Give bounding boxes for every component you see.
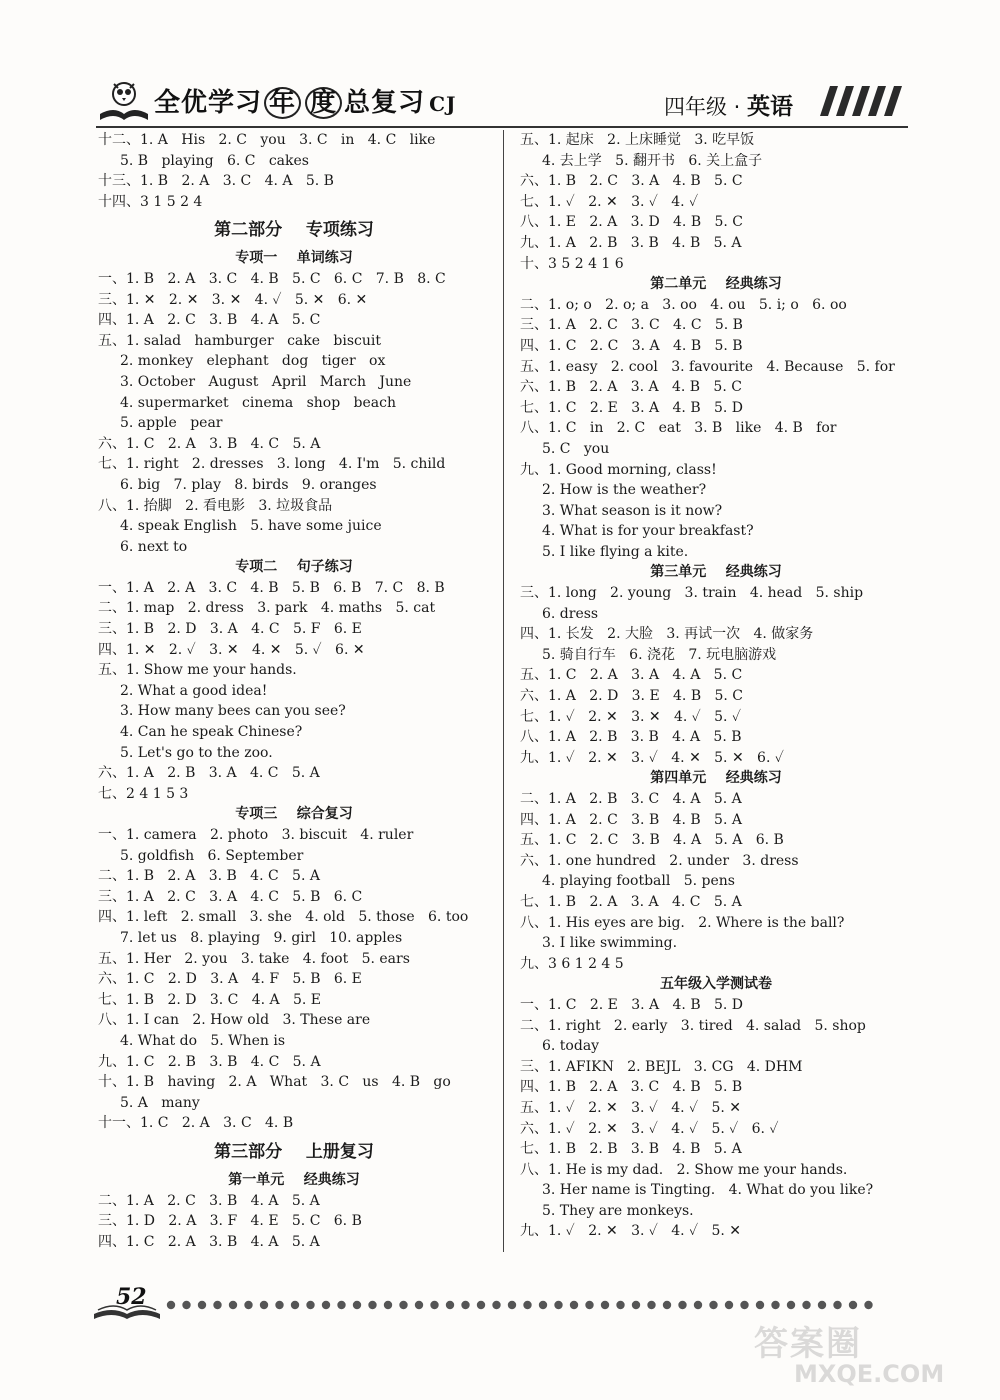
answers-column-right [520, 130, 912, 1242]
answer-line: 十、1. B having 2. A What 3. C us 4. B go [98, 1074, 451, 1091]
answers-column-left [98, 130, 490, 1252]
answer-line: 五、1. ✓ 2. ✕ 3. ✓ 4. ✓ 5. ✕ [520, 1099, 741, 1116]
answer-line: 九、3 6 1 2 4 5 [520, 955, 624, 972]
answer-line: 4. 去上学 5. 翻开书 6. 关上盒子 [542, 152, 763, 169]
column-divider [503, 130, 504, 1252]
answer-line: 二、1. right 2. early 3. tired 4. salad 5. shop [520, 1017, 866, 1034]
answer-line: 四、1. B 2. A 3. C 4. B 5. B [520, 1079, 743, 1096]
section-heading: 专项三 综合复习 [235, 806, 353, 823]
answer-line: 七、1. ✓ 2. ✕ 3. ✕ 4. ✓ 5. ✓ [520, 708, 741, 725]
watermark-text: 答案圈 [754, 1324, 862, 1364]
answer-line: 九、1. Good morning, class! [520, 461, 717, 478]
answer-line: 六、1. A 2. D 3. E 4. B 5. C [520, 688, 743, 705]
answer-line: 八、1. A 2. B 3. B 4. A 5. B [520, 729, 742, 746]
answer-line: 一、1. C 2. E 3. A 4. B 5. D [520, 996, 743, 1013]
book-owl-logo-icon [96, 74, 152, 124]
answer-line: 5. C you [542, 440, 610, 457]
answer-line: 4. What is for your breakfast? [542, 523, 754, 540]
answer-line: 十二、1. A His 2. C you 3. C in 4. C like [98, 132, 436, 148]
answer-line: 三、1. A 2. C 3. C 4. C 5. B [520, 317, 743, 334]
answer-line: 五、1. salad hamburger cake biscuit [98, 332, 381, 349]
section-heading: 第三单元 经典练习 [650, 564, 782, 581]
answer-line: 七、1. right 2. dresses 3. long 4. I'm 5. child [98, 456, 446, 473]
answer-line: 十四、3 1 5 2 4 [98, 193, 203, 210]
answer-line: 六、1. B 2. C 3. A 4. B 5. C [520, 173, 743, 190]
answer-line: 5. goldfish 6. September [120, 847, 304, 864]
section-heading: 第一单元 经典练习 [228, 1171, 360, 1188]
answer-line: 四、1. A 2. C 3. B 4. B 5. A [520, 811, 742, 828]
answer-line: 八、1. I can 2. How old 3. These are [98, 1012, 371, 1029]
header-stripes-decoration [820, 86, 908, 116]
answer-line: 5. B playing 6. C cakes [120, 152, 309, 169]
page-number: 52 [116, 1284, 147, 1310]
answer-line: 七、1. B 2. D 3. C 4. A 5. E [98, 991, 321, 1008]
answer-line: 八、1. E 2. A 3. D 4. B 5. C [520, 214, 743, 231]
section-heading: 第三部分 上册复习 [214, 1141, 374, 1162]
answer-line: 三、1. D 2. A 3. F 4. E 5. C 6. B [98, 1213, 362, 1230]
title-part-1: 全优学习 [154, 88, 263, 118]
answer-line: 5. apple pear [120, 415, 223, 432]
answer-line: 2. How is the weather? [542, 482, 707, 499]
section-heading: 第二单元 经典练习 [650, 276, 782, 293]
title-edition: CJ [429, 92, 457, 116]
answer-line: 四、1. C 2. A 3. B 4. A 5. A [98, 1233, 320, 1250]
answer-line: 七、2 4 1 5 3 [98, 785, 189, 802]
answer-line: 八、1. 抬脚 2. 看电影 3. 垃圾食品 [98, 497, 333, 514]
answer-line: 一、1. A 2. A 3. C 4. B 5. B 6. B 7. C 8. B [98, 579, 445, 596]
answer-line: 4. playing football 5. pens [542, 873, 735, 890]
answer-line: 3. How many bees can you see? [120, 703, 346, 720]
section-heading: 专项二 句子练习 [235, 559, 353, 576]
answer-line: 九、1. C 2. B 3. B 4. C 5. A [98, 1053, 321, 1070]
answer-line: 四、1. left 2. small 3. she 4. old 5. those 6. too [98, 909, 469, 926]
book-title [154, 82, 456, 119]
section-heading: 五年级入学测试卷 [660, 976, 772, 993]
grade-subject [664, 88, 793, 121]
title-ring-2: 度 [305, 87, 342, 119]
section-heading: 专项一 单词练习 [235, 250, 353, 267]
answer-line: 五、1. Show me your hands. [98, 662, 297, 679]
answer-line: 5. 骑自行车 6. 浇花 7. 玩电脑游戏 [542, 646, 777, 663]
answer-line: 十三、1. B 2. A 3. C 4. A 5. B [98, 173, 334, 190]
answer-line: 七、1. B 2. B 3. B 4. B 5. A [520, 1141, 742, 1158]
title-ring-1: 年 [264, 87, 301, 119]
page-header [96, 72, 908, 130]
answer-line: 六、1. one hundred 2. under 3. dress [520, 852, 799, 869]
answer-line: 四、1. A 2. C 3. B 4. A 5. C [98, 312, 321, 329]
answer-line: 五、1. Her 2. you 3. take 4. foot 5. ears [98, 950, 410, 967]
section-heading: 第二部分 专项练习 [214, 220, 374, 241]
answer-line: 九、1. A 2. B 3. B 4. B 5. A [520, 234, 742, 251]
answer-line: 5. I like flying a kite. [542, 543, 689, 560]
answer-line: 九、1. ✓ 2. ✕ 3. ✓ 4. ✕ 5. ✕ 6. ✓ [520, 749, 784, 766]
answer-line: 五、1. 起床 2. 上床睡觉 3. 吃早饭 [520, 132, 755, 148]
answer-line: 四、1. C 2. C 3. A 4. B 5. B [520, 337, 743, 354]
answer-line: 二、1. map 2. dress 3. park 4. maths 5. cat [98, 600, 436, 617]
header-rule [96, 126, 908, 128]
answer-line: 4. What do 5. When is [120, 1032, 286, 1049]
answer-line: 6. big 7. play 8. birds 9. oranges [120, 476, 377, 493]
answer-line: 6. today [542, 1038, 600, 1055]
answer-line: 3. October August April March June [120, 373, 412, 390]
answer-line: 2. What a good idea! [120, 682, 268, 699]
answer-line: 二、1. A 2. B 3. C 4. A 5. A [520, 791, 742, 807]
answer-line: 4. Can he speak Chinese? [120, 724, 303, 741]
answer-line: 六、1. C 2. D 3. A 4. F 5. B 6. E [98, 971, 362, 988]
answer-line: 三、1. ✕ 2. ✕ 3. ✕ 4. ✓ 5. ✕ 6. ✕ [98, 291, 368, 308]
answer-line: 六、1. A 2. B 3. A 4. C 5. A [98, 765, 320, 782]
answer-line: 七、1. C 2. E 3. A 4. B 5. D [520, 399, 743, 416]
answer-line: 三、1. B 2. D 3. A 4. C 5. F 6. E [98, 621, 362, 638]
answer-line: 二、1. o; o 2. o; a 3. oo 4. ou 5. i; o 6. oo [520, 296, 847, 313]
answer-line: 5. A many [120, 1094, 200, 1111]
answer-line: 三、1. long 2. young 3. train 4. head 5. ship [520, 585, 864, 602]
answer-line: 五、1. C 2. A 3. A 4. A 5. C [520, 667, 743, 684]
answer-line: 十一、1. C 2. A 3. C 4. B [98, 1115, 294, 1132]
subject-label: 英语 [747, 94, 794, 120]
answer-line: 七、1. B 2. A 3. A 4. C 5. A [520, 893, 742, 910]
site-watermark [748, 1316, 968, 1396]
answer-line: 5. Let's go to the zoo. [120, 744, 273, 761]
answer-line: 四、1. 长发 2. 大脸 3. 再试一次 4. 做家务 [520, 626, 814, 643]
answer-line: 一、1. B 2. A 3. C 4. B 5. C 6. C 7. B 8. C [98, 270, 446, 287]
watermark-url: MXQE.COM [794, 1360, 945, 1388]
answer-line: 4. supermarket cinema shop beach [120, 394, 396, 411]
section-heading: 第四单元 经典练习 [650, 770, 782, 787]
grade-label: 四年级 · [664, 95, 748, 119]
answer-line: 十、3 5 2 4 1 6 [520, 255, 624, 272]
answer-line: 3. I like swimming. [542, 935, 678, 952]
answer-line: 4. speak English 5. have some juice [120, 518, 382, 535]
answer-line: 八、1. His eyes are big. 2. Where is the ball? [520, 914, 845, 931]
answer-line: 一、1. camera 2. photo 3. biscuit 4. ruler [98, 827, 414, 843]
answer-line: 6. dress [542, 605, 599, 622]
answer-line: 5. They are monkeys. [542, 1202, 694, 1219]
answer-line: 七、1. ✓ 2. ✕ 3. ✓ 4. ✓ [520, 193, 699, 210]
answer-line: 四、1. ✕ 2. ✓ 3. ✕ 4. ✕ 5. ✓ 6. ✕ [98, 641, 365, 658]
answer-line: 五、1. easy 2. cool 3. favourite 4. Because 5. for [520, 358, 895, 375]
answer-line: 二、1. A 2. C 3. B 4. A 5. A [98, 1192, 320, 1209]
answer-line: 7. let us 8. playing 9. girl 10. apples [120, 929, 403, 946]
answer-line: 六、1. B 2. A 3. A 4. B 5. C [520, 379, 742, 396]
title-part-2: 总复习 [344, 88, 426, 118]
answer-line: 2. monkey elephant dog tiger ox [120, 353, 386, 370]
answer-line: 3. What season is it now? [542, 502, 723, 519]
answer-line: 五、1. C 2. C 3. B 4. A 5. A 6. B [520, 832, 784, 849]
answer-line: 3. Her name is Tingting. 4. What do you like? [542, 1182, 874, 1199]
answer-line: 八、1. C in 2. C eat 3. B like 4. B for [520, 420, 837, 437]
answer-line: 二、1. B 2. A 3. B 4. C 5. A [98, 868, 320, 885]
answer-line: 三、1. AFIKN 2. BEJL 3. CG 4. DHM [520, 1058, 803, 1075]
answer-line: 六、1. C 2. A 3. B 4. C 5. A [98, 435, 321, 452]
answer-line: 6. next to [120, 538, 188, 555]
answer-line: 三、1. A 2. C 3. A 4. C 5. B 6. C [98, 888, 363, 905]
answer-line: 六、1. ✓ 2. ✕ 3. ✓ 4. ✓ 5. ✓ 6. ✓ [520, 1120, 779, 1137]
answer-line: 九、1. ✓ 2. ✕ 3. ✓ 4. ✓ 5. ✕ [520, 1223, 741, 1240]
footer-dot-divider [166, 1300, 886, 1310]
answer-line: 八、1. He is my dad. 2. Show me your hands. [520, 1161, 848, 1178]
